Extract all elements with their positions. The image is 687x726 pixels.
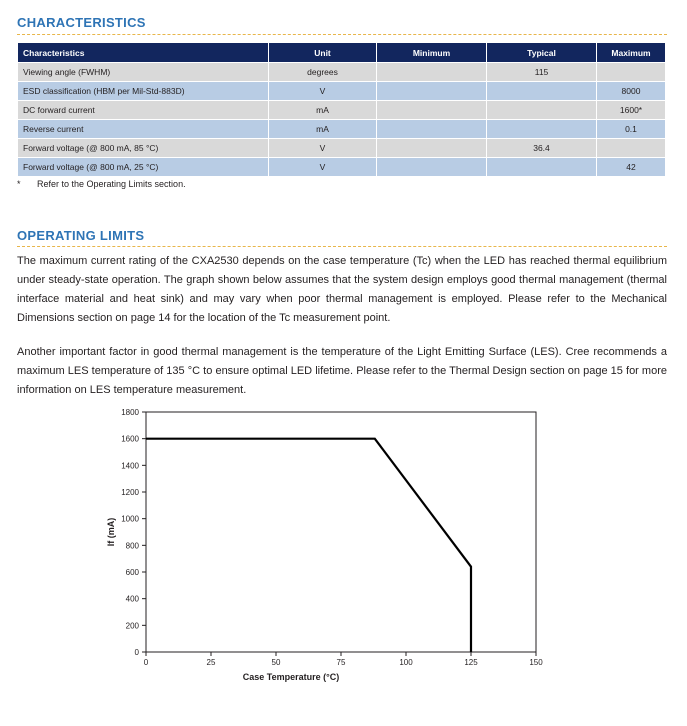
table-row — [18, 139, 666, 158]
table-row — [18, 120, 666, 139]
cell-typical — [487, 82, 597, 101]
y-tick-label: 200 — [125, 621, 139, 631]
y-tick-label: 1800 — [121, 408, 139, 417]
derating-chart — [0, 400, 687, 696]
table-row — [18, 63, 666, 82]
cell-typical: 115 — [487, 63, 597, 82]
x-tick-label: 100 — [399, 658, 413, 667]
table-footnote — [17, 179, 186, 189]
cell-minimum — [377, 101, 487, 120]
cell-maximum: 8000 — [597, 82, 666, 101]
cell-minimum — [377, 139, 487, 158]
y-tick-label: 1000 — [121, 514, 139, 524]
y-tick-label: 1600 — [121, 434, 139, 444]
y-tick-label: 800 — [125, 541, 139, 551]
cell-minimum — [377, 63, 487, 82]
cell-characteristic: Reverse current — [18, 120, 269, 139]
cell-characteristic: Viewing angle (FWHM) — [18, 63, 269, 82]
cell-typical: 36.4 — [487, 139, 597, 158]
x-tick-label: 150 — [529, 658, 543, 667]
cell-unit: mA — [269, 101, 377, 120]
header-minimum: Minimum — [377, 43, 487, 63]
header-characteristics: Characteristics — [18, 43, 269, 63]
y-tick-label: 0 — [134, 648, 139, 657]
cell-characteristic: ESD classification (HBM per Mil-Std-883D) — [18, 82, 269, 101]
cell-maximum: 0.1 — [597, 120, 666, 139]
x-tick-label: 0 — [143, 658, 149, 667]
cell-unit: degrees — [269, 63, 377, 82]
x-tick-label: 25 — [206, 658, 216, 667]
y-tick-label: 600 — [125, 568, 139, 577]
x-tick-label: 75 — [336, 658, 346, 667]
cell-unit: V — [269, 139, 377, 158]
cell-maximum — [597, 139, 666, 158]
cell-maximum: 1600* — [597, 101, 666, 120]
cell-unit: V — [269, 82, 377, 101]
table-row — [18, 82, 666, 101]
x-tick-label: 125 — [464, 658, 478, 667]
characteristics-rule — [17, 34, 667, 35]
cell-maximum: 42 — [597, 158, 666, 177]
operating-limits-paragraph-1: The maximum current rating of the CXA2530 depends on the case temperature (Tc) when the LED has reached thermal equilibrium under steady-state operation. The graph shown below assumes that the system design employs good thermal management (thermal interface material and heat sink) and may vary when poor thermal management is employed. Please refer to the Mechanical Dimensions section on page 14 for the location of the Tc measurement point. — [17, 255, 667, 324]
footnote-text: Refer to the Operating Limits section. — [37, 179, 186, 189]
characteristics-title: CHARACTERISTICS — [17, 15, 146, 30]
cell-minimum — [377, 120, 487, 139]
y-tick-label: 400 — [125, 594, 139, 604]
x-tick-label: 50 — [271, 658, 281, 667]
cell-maximum — [597, 63, 666, 82]
table-row — [18, 158, 666, 177]
header-typical: Typical — [487, 43, 597, 63]
cell-typical — [487, 101, 597, 120]
header-unit: Unit — [269, 43, 377, 63]
plot-frame — [146, 412, 536, 652]
cell-characteristic: DC forward current — [18, 101, 269, 120]
operating-limits-rule — [17, 246, 667, 247]
cell-minimum — [377, 158, 487, 177]
footnote-marker: * — [17, 179, 21, 189]
cell-unit: mA — [269, 120, 377, 139]
series-line — [146, 439, 471, 652]
table-header-row — [18, 43, 666, 63]
y-tick-label: 1200 — [121, 488, 139, 497]
cell-unit: V — [269, 158, 377, 177]
cell-characteristic: Forward voltage (@ 800 mA, 85 °C) — [18, 139, 269, 158]
operating-limits-title: OPERATING LIMITS — [17, 228, 145, 243]
cell-characteristic: Forward voltage (@ 800 mA, 25 °C) — [18, 158, 269, 177]
y-axis-label: If (mA) — [106, 517, 116, 547]
y-tick-label: 1400 — [121, 461, 139, 471]
x-axis-label: Case Temperature (°C) — [242, 672, 340, 682]
characteristics-table — [17, 42, 666, 177]
header-maximum: Maximum — [597, 43, 666, 63]
cell-typical — [487, 158, 597, 177]
table-row — [18, 101, 666, 120]
cell-minimum — [377, 82, 487, 101]
cell-typical — [487, 120, 597, 139]
operating-limits-paragraph-2: Another important factor in good thermal management is the temperature of the Light Emitting Surface (LES). Cree recommends a maximum LES temperature of 135 °C to ensure optimal LED lifetime. Please refer to the Thermal Design section on page 15 for more information on LES temperature measurement. — [17, 346, 667, 396]
